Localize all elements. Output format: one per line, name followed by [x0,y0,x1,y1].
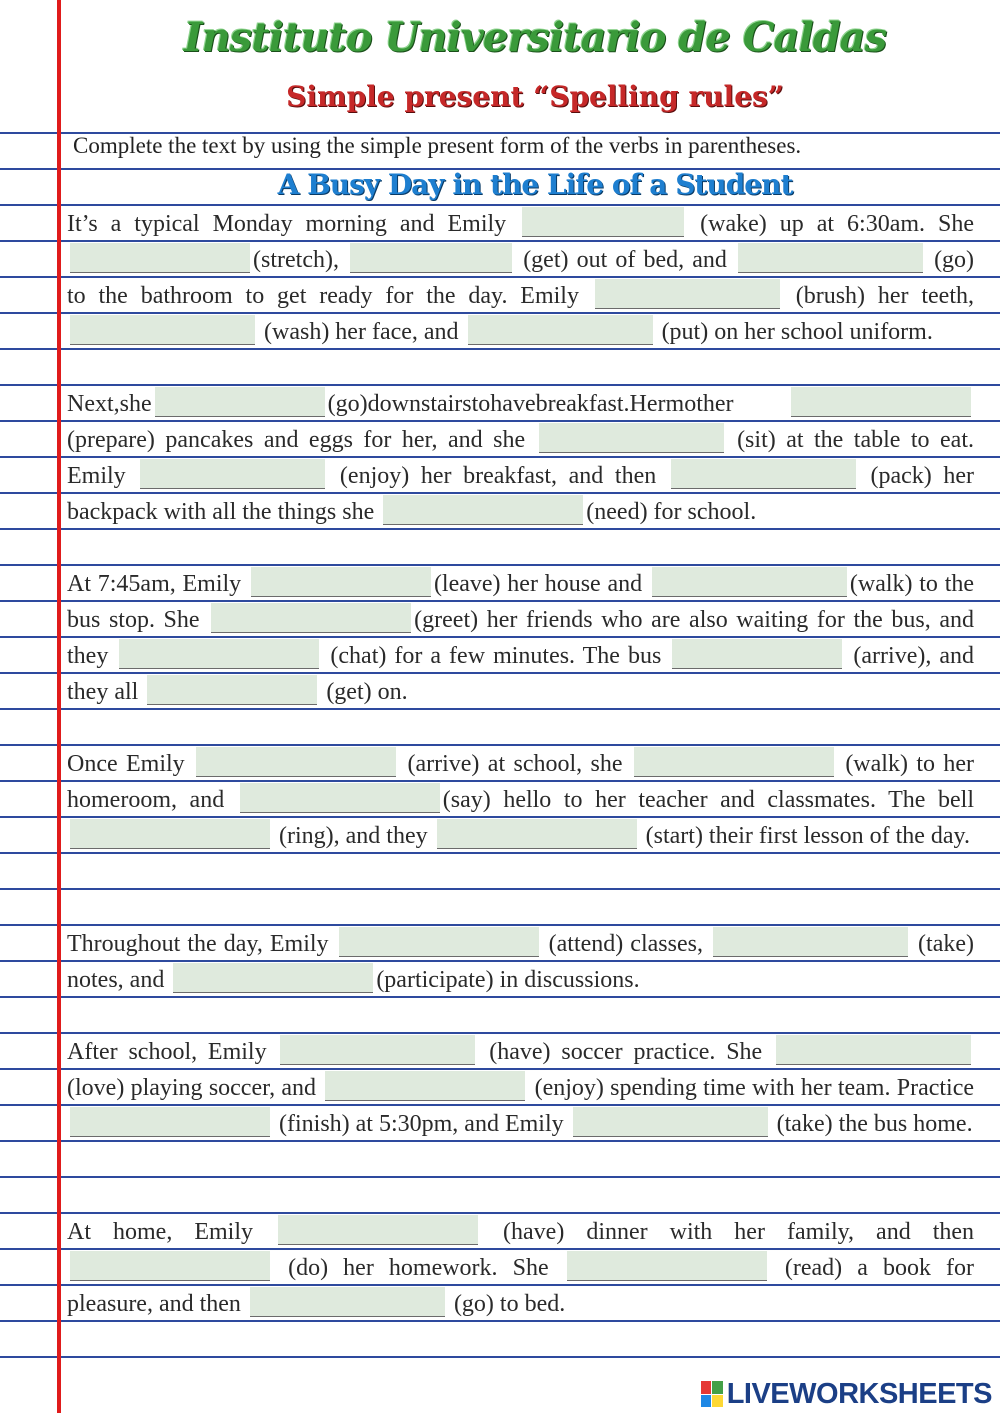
answer-blank-finish[interactable] [70,1107,270,1137]
paragraph-1 [67,206,974,350]
paragraph-3 [67,566,974,710]
worksheet-subtitle: Simple present “Spelling rules” [286,80,784,113]
answer-blank-chat[interactable] [119,639,319,669]
text-segment: (attend) classes, [548,931,703,957]
text-segment: (walk) to her homeroom, and [67,751,975,813]
answer-blank-do[interactable] [70,1251,270,1281]
text-segment: (leave) her house and [433,571,643,597]
ruled-line [0,1176,1000,1178]
answer-blank-take-notes[interactable] [713,927,908,957]
liveworksheets-brand [701,1377,992,1411]
answer-blank-arrive[interactable] [672,639,842,669]
answer-blank-arrive-2[interactable] [196,747,396,777]
answer-blank-participate[interactable] [173,963,373,993]
text-segment: (enjoy) her breakfast, and then [339,463,657,489]
paragraph-4 [67,746,974,854]
text-segment: (get) on. [326,679,408,705]
text-segment: (have) soccer practice. She [489,1039,763,1065]
ruled-line [0,888,1000,890]
answer-blank-get-on[interactable] [147,675,317,705]
text-segment: (read) a book for pleasure, and then [67,1255,975,1317]
text-segment: At home, Emily [67,1219,253,1245]
answer-blank-go-3[interactable] [250,1287,445,1317]
answer-blank-wake[interactable] [522,207,684,237]
answer-blank-have[interactable] [280,1035,475,1065]
answer-blank-read[interactable] [567,1251,767,1281]
text-segment: (have) dinner with her family, and then [503,1219,975,1245]
text-segment: (take) notes, and [67,931,974,993]
text-segment: (need) for school. [586,499,757,525]
answer-blank-say[interactable] [240,783,440,813]
paragraph-2 [67,386,974,530]
red-margin-line [57,0,61,1413]
text-segment: Throughout the day, Emily [67,931,329,957]
text-segment: It’s a typical Monday morning and Emily [67,211,507,237]
text-segment: (walk) to the bus stop. She [67,571,975,633]
answer-blank-attend[interactable] [339,927,539,957]
text-segment: (love) playing soccer, and [67,1075,317,1101]
text-segment: (participate) in discussions. [376,967,640,993]
answer-blank-love[interactable] [776,1035,971,1065]
text-segment: (pack) her backpack with all the things she [67,463,975,525]
text-segment: (take) the bus home. [776,1111,973,1137]
answer-blank-enjoy-2[interactable] [325,1071,525,1101]
institute-title: Instituto Universitario de Caldas [183,14,887,61]
text-segment: (say) hello to her teacher and classmates. The bell [442,787,975,813]
answer-blank-walk[interactable] [652,567,847,597]
text-segment: (go)downstairstohavebreakfast.Hermother [327,391,734,417]
text-segment: (wake) up at 6:30am. She [700,211,975,237]
text-segment: (stretch), [253,247,339,273]
text-segment: (sit) at the table to eat. Emily [67,427,974,489]
answer-blank-enjoy[interactable] [140,459,325,489]
answer-blank-put[interactable] [468,315,653,345]
text-segment: (arrive), and they all [67,643,975,705]
answer-blank-greet[interactable] [211,603,411,633]
text-segment: (start) their first lesson of the day. [645,823,970,849]
answer-blank-pack[interactable] [671,459,856,489]
answer-blank-prepare[interactable] [791,387,971,417]
paragraph-5 [67,926,974,998]
answer-blank-leave[interactable] [251,567,431,597]
text-segment: Once Emily [67,751,185,777]
text-segment: After school, Emily [67,1039,267,1065]
text-segment: (put) on her school uniform. [661,319,933,345]
answer-blank-go[interactable] [738,243,923,273]
paragraph-6 [67,1034,974,1142]
text-segment: (wash) her face, and [264,319,459,345]
text-segment: (brush) her teeth, [795,283,975,309]
text-segment: (go) to the bathroom to get ready for the day. Emily [67,247,975,309]
answer-blank-get[interactable] [350,243,512,273]
answer-blank-take[interactable] [573,1107,768,1137]
text-segment: (arrive) at school, she [407,751,623,777]
answer-blank-sit[interactable] [539,423,724,453]
liveworksheets-logo-icon [701,1381,723,1407]
text-segment: (chat) for a few minutes. The bus [330,643,662,669]
answer-blank-walk-2[interactable] [634,747,834,777]
text-segment: (get) out of bed, and [523,247,727,273]
answer-blank-have-2[interactable] [278,1215,478,1245]
instruction-text: Complete the text by using the simple present form of the verbs in parentheses. [73,133,802,158]
text-segment: Next,she [67,391,152,417]
text-segment: (greet) her friends who are also waiting for the bus, and they [67,607,975,669]
text-segment: (enjoy) spending time with her team. Practice [534,1075,975,1101]
answer-blank-wash[interactable] [70,315,255,345]
answer-blank-brush[interactable] [595,279,780,309]
answer-blank-ring[interactable] [70,819,270,849]
answer-blank-stretch[interactable] [70,243,250,273]
paragraph-7 [67,1214,974,1322]
ruled-line [0,1356,1000,1358]
text-segment: (do) her homework. She [288,1255,549,1281]
answer-blank-start[interactable] [437,819,637,849]
text-segment: (prepare) pancakes and eggs for her, and she [67,427,526,453]
answer-blank-need[interactable] [383,495,583,525]
story-heading: A Busy Day in the Life of a Student [277,168,793,201]
answer-blank-go-2[interactable] [155,387,325,417]
text-segment: At 7:45am, Emily [67,571,242,597]
text-segment: (ring), and they [279,823,428,849]
text-segment: (finish) at 5:30pm, and Emily [279,1111,564,1137]
brand-name: LIVEWORKSHEETS [726,1377,992,1410]
text-segment: (go) to bed. [453,1291,566,1317]
